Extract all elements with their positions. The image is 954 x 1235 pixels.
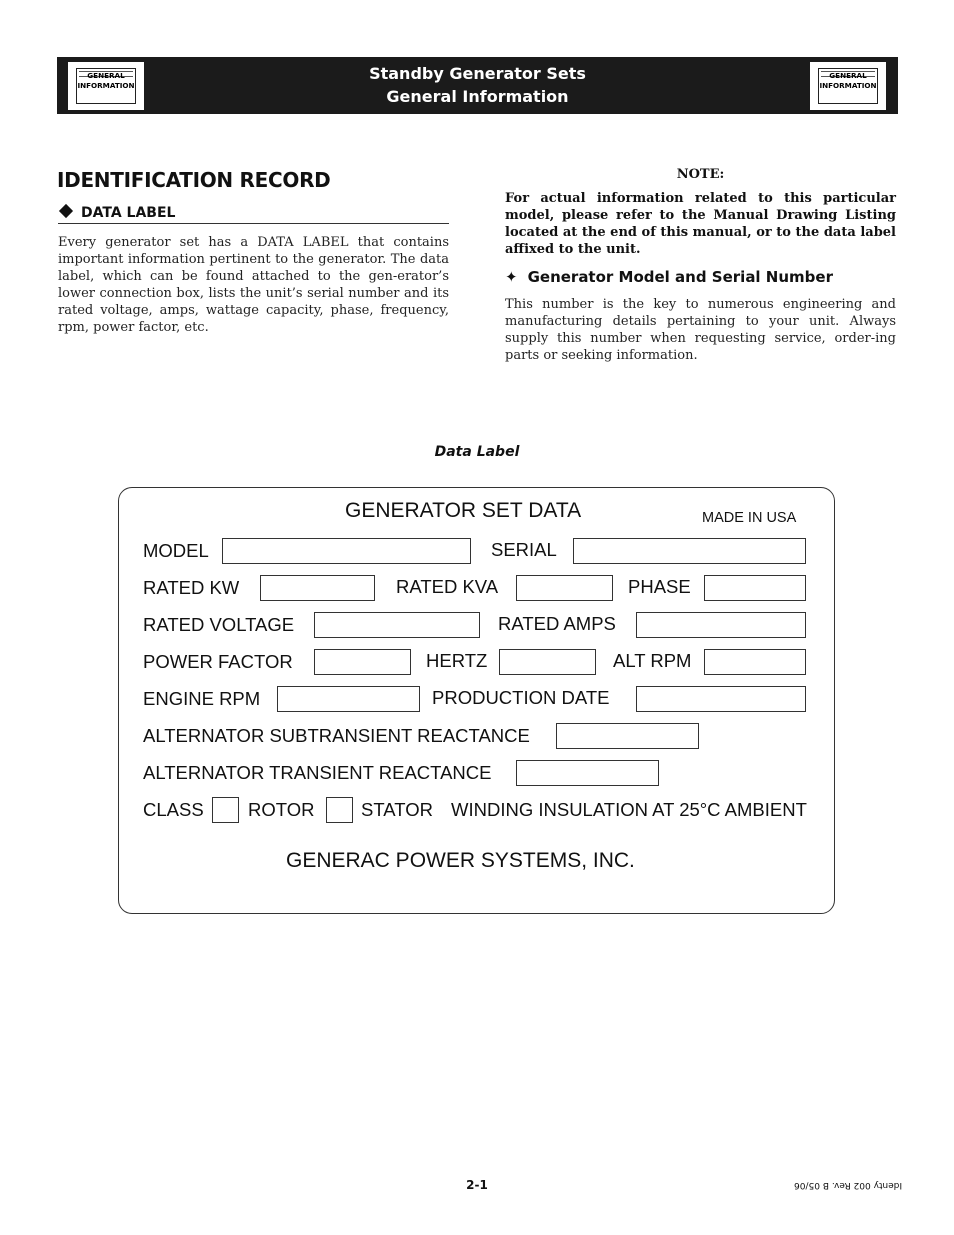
rated-amps-label: RATED AMPS — [498, 613, 616, 634]
figure-caption: Data Label — [434, 444, 520, 460]
production-date-label: PRODUCTION DATE — [432, 687, 610, 708]
serial-label: SERIAL — [491, 539, 557, 560]
production-date-field — [636, 686, 806, 712]
company-name: GENERAC POWER SYSTEMS, INC. — [286, 849, 635, 872]
hertz-field — [499, 649, 596, 675]
model-label: MODEL — [143, 540, 209, 561]
rated-amps-field — [636, 612, 806, 638]
hertz-label: HERTZ — [426, 650, 488, 671]
badge-text: GENERAL INFORMATION — [819, 71, 877, 90]
engine-rpm-field — [277, 686, 420, 712]
subtransient-reactance-field — [556, 723, 699, 749]
data-label-paragraph: Every generator set has a DATA LABEL that contains important information pertinent to the generator. The data label, which can be found attached to the gen-erator’s lower connection box, lists the unit’s serial number and its rated voltage, amps, wattage capacity, phase, frequency, rpm, power factor, etc. — [58, 235, 449, 335]
note-heading: NOTE: — [676, 167, 725, 182]
alt-rpm-label: ALT RPM — [613, 650, 692, 671]
phase-label: PHASE — [628, 576, 691, 597]
rated-voltage-field — [314, 612, 480, 638]
rated-kw-label: RATED KW — [143, 577, 240, 598]
document-ident: Identy 002 Rev. B 05/06 — [794, 1180, 903, 1190]
label-title: GENERATOR SET DATA — [345, 499, 582, 522]
rated-kva-label: RATED KVA — [396, 576, 499, 597]
engine-rpm-label: ENGINE RPM — [143, 688, 261, 709]
section-title: IDENTIFICATION RECORD — [57, 168, 331, 192]
page-header — [57, 57, 898, 114]
header-title: Standby Generator Sets General Information — [369, 64, 586, 106]
note-text: For actual information related to this particular model, please refer to the Manual Drawing Listing located at the end of this manual, or to the data label affixed to the unit. — [505, 191, 896, 257]
transient-reactance-label: ALTERNATOR TRANSIENT REACTANCE — [143, 762, 492, 783]
data-label-heading — [58, 205, 449, 224]
model-serial-paragraph: This number is the key to numerous engineering and manufacturing details pertaining to your unit. Always supply this number when requesting service, order-ing parts or seeking information. — [505, 297, 896, 363]
page-number: 2-1 — [466, 1178, 488, 1192]
class-label: CLASS — [143, 799, 204, 820]
subtransient-reactance-label: ALTERNATOR SUBTRANSIENT REACTANCE — [143, 725, 530, 746]
badge-text: GENERAL INFORMATION — [77, 71, 135, 90]
general-information-badge-right — [810, 62, 886, 110]
stator-class-field — [326, 797, 353, 823]
model-serial-heading — [505, 268, 833, 286]
stator-label: STATOR — [361, 799, 433, 820]
made-in-usa: MADE IN USA — [702, 510, 797, 526]
rated-voltage-label: RATED VOLTAGE — [143, 614, 295, 635]
data-label-heading-text: DATA LABEL — [81, 205, 176, 221]
general-information-badge-left — [68, 62, 144, 110]
model-field — [222, 538, 471, 564]
winding-insulation-label: WINDING INSULATION AT 25°C AMBIENT — [451, 799, 807, 820]
rated-kva-field — [516, 575, 613, 601]
power-factor-field — [314, 649, 411, 675]
rated-kw-field — [260, 575, 375, 601]
rotor-class-field — [212, 797, 239, 823]
power-factor-label: POWER FACTOR — [143, 651, 293, 672]
serial-field — [573, 538, 806, 564]
phase-field — [704, 575, 806, 601]
star-bullet-icon: ✦ — [505, 268, 518, 286]
alt-rpm-field — [704, 649, 806, 675]
diamond-bullet-icon — [59, 204, 73, 218]
rotor-label: ROTOR — [248, 799, 315, 820]
model-serial-heading-text: Generator Model and Serial Number — [527, 268, 833, 286]
transient-reactance-field — [516, 760, 659, 786]
